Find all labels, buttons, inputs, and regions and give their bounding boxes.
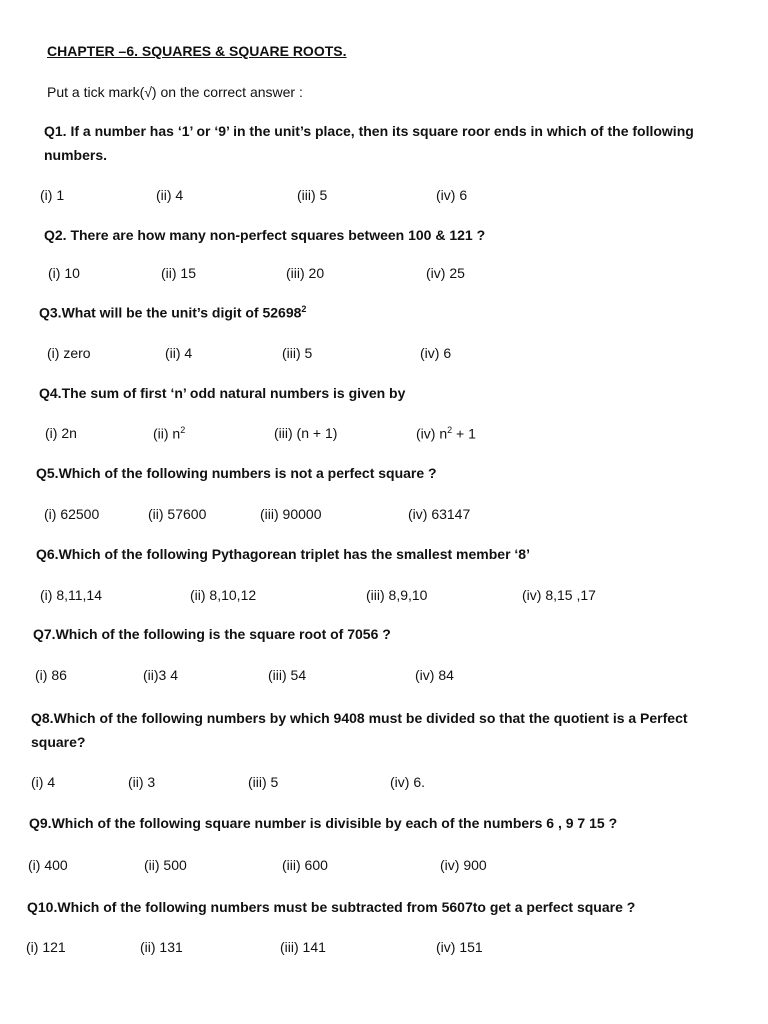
q10-option-4[interactable]: (iv) 151 — [436, 939, 483, 955]
q4-option-4[interactable]: (iv) $n^2 + 1$ — [416, 425, 476, 442]
q2-option-2[interactable]: (ii) 15 — [161, 265, 197, 281]
q8-option-1[interactable]: (i) 4 — [31, 774, 56, 790]
q8-option-2[interactable]: (ii) 3 — [128, 774, 156, 790]
q10-option-1[interactable]: (i) 121 — [26, 939, 66, 955]
question-7-text: Q7.Which of the following is the square root of 7056 ? — [33, 626, 391, 642]
instruction-text: Put a tick mark(√) on the correct answer : — [47, 84, 303, 100]
q5-option-1[interactable]: (i) 62500 — [44, 506, 100, 522]
q3-option-4[interactable]: (iv) 6 — [420, 345, 452, 361]
q1-option-2[interactable]: (ii) 4 — [156, 187, 184, 203]
question-1-text: Q1. If a number has ‘1’ or ‘9’ in the unit’s place, then its square roor ends in which of the following numbers. — [44, 123, 694, 163]
q1-option-1[interactable]: (i) 1 — [40, 187, 65, 203]
q4-option-2[interactable]: (ii) $n^2$ — [153, 425, 186, 442]
q5-option-2[interactable]: (ii) 57600 — [148, 506, 207, 522]
q6-option-2[interactable]: (ii) 8,10,12 — [190, 587, 257, 603]
q5-option-3[interactable]: (iii) 90000 — [260, 506, 322, 522]
question-5-text: Q5.Which of the following numbers is not a perfect square ? — [36, 465, 437, 481]
q7-option-2[interactable]: (ii)3 4 — [143, 667, 179, 683]
q2-option-4[interactable]: (iv) 25 — [426, 265, 465, 281]
q8-option-3[interactable]: (iii) 5 — [248, 774, 279, 790]
q9-option-4[interactable]: (iv) 900 — [440, 857, 487, 873]
q3-option-2[interactable]: (ii) 4 — [165, 345, 193, 361]
q4-option-1[interactable]: (i) 2n — [45, 425, 77, 441]
q6-option-4[interactable]: (iv) 8,15 ,17 — [522, 587, 596, 603]
q3-option-3[interactable]: (iii) 5 — [282, 345, 313, 361]
q1-option-3[interactable]: (iii) 5 — [297, 187, 328, 203]
question-10-text: Q10.Which of the following numbers must be subtracted from 5607to get a perfect square ? — [27, 899, 636, 915]
q3-option-1[interactable]: (i) zero — [47, 345, 91, 361]
page-title: CHAPTER –6. SQUARES & SQUARE ROOTS. — [47, 43, 347, 59]
question-6-text: Q6.Which of the following Pythagorean triplet has the smallest member ‘8’ — [36, 546, 530, 562]
question-9-text: Q9.Which of the following square number is divisible by each of the numbers 6 , 9 7 15 ? — [29, 815, 618, 831]
q6-option-3[interactable]: (iii) 8,9,10 — [366, 587, 428, 603]
q9-option-3[interactable]: (iii) 600 — [282, 857, 328, 873]
q10-option-2[interactable]: (ii) 131 — [140, 939, 183, 955]
q7-option-3[interactable]: (iii) 54 — [268, 667, 307, 683]
q9-option-2[interactable]: (ii) 500 — [144, 857, 187, 873]
q5-option-4[interactable]: (iv) 63147 — [408, 506, 471, 522]
q1-option-4[interactable]: (iv) 6 — [436, 187, 468, 203]
q7-option-1[interactable]: (i) 86 — [35, 667, 67, 683]
q7-option-4[interactable]: (iv) 84 — [415, 667, 454, 683]
q2-option-3[interactable]: (iii) 20 — [286, 265, 325, 281]
q9-option-1[interactable]: (i) 400 — [28, 857, 68, 873]
q2-option-1[interactable]: (i) 10 — [48, 265, 80, 281]
q10-option-3[interactable]: (iii) 141 — [280, 939, 326, 955]
q6-option-1[interactable]: (i) 8,11,14 — [40, 587, 102, 603]
question-8-text: Q8.Which of the following numbers by which 9408 must be divided so that the quotient is a Perfect square? — [31, 710, 688, 750]
q8-option-4[interactable]: (iv) 6. — [390, 774, 425, 790]
question-2-text: Q2. There are how many non-perfect squares between 100 & 121 ? — [44, 227, 486, 243]
question-4-text: Q4.The sum of first ‘n’ odd natural numbers is given by — [39, 385, 406, 401]
question-3-text: Q3.What will be the unit’s digit of 52698$^2$ — [39, 304, 307, 321]
q4-option-3[interactable]: (iii) (n + 1) — [274, 425, 338, 441]
